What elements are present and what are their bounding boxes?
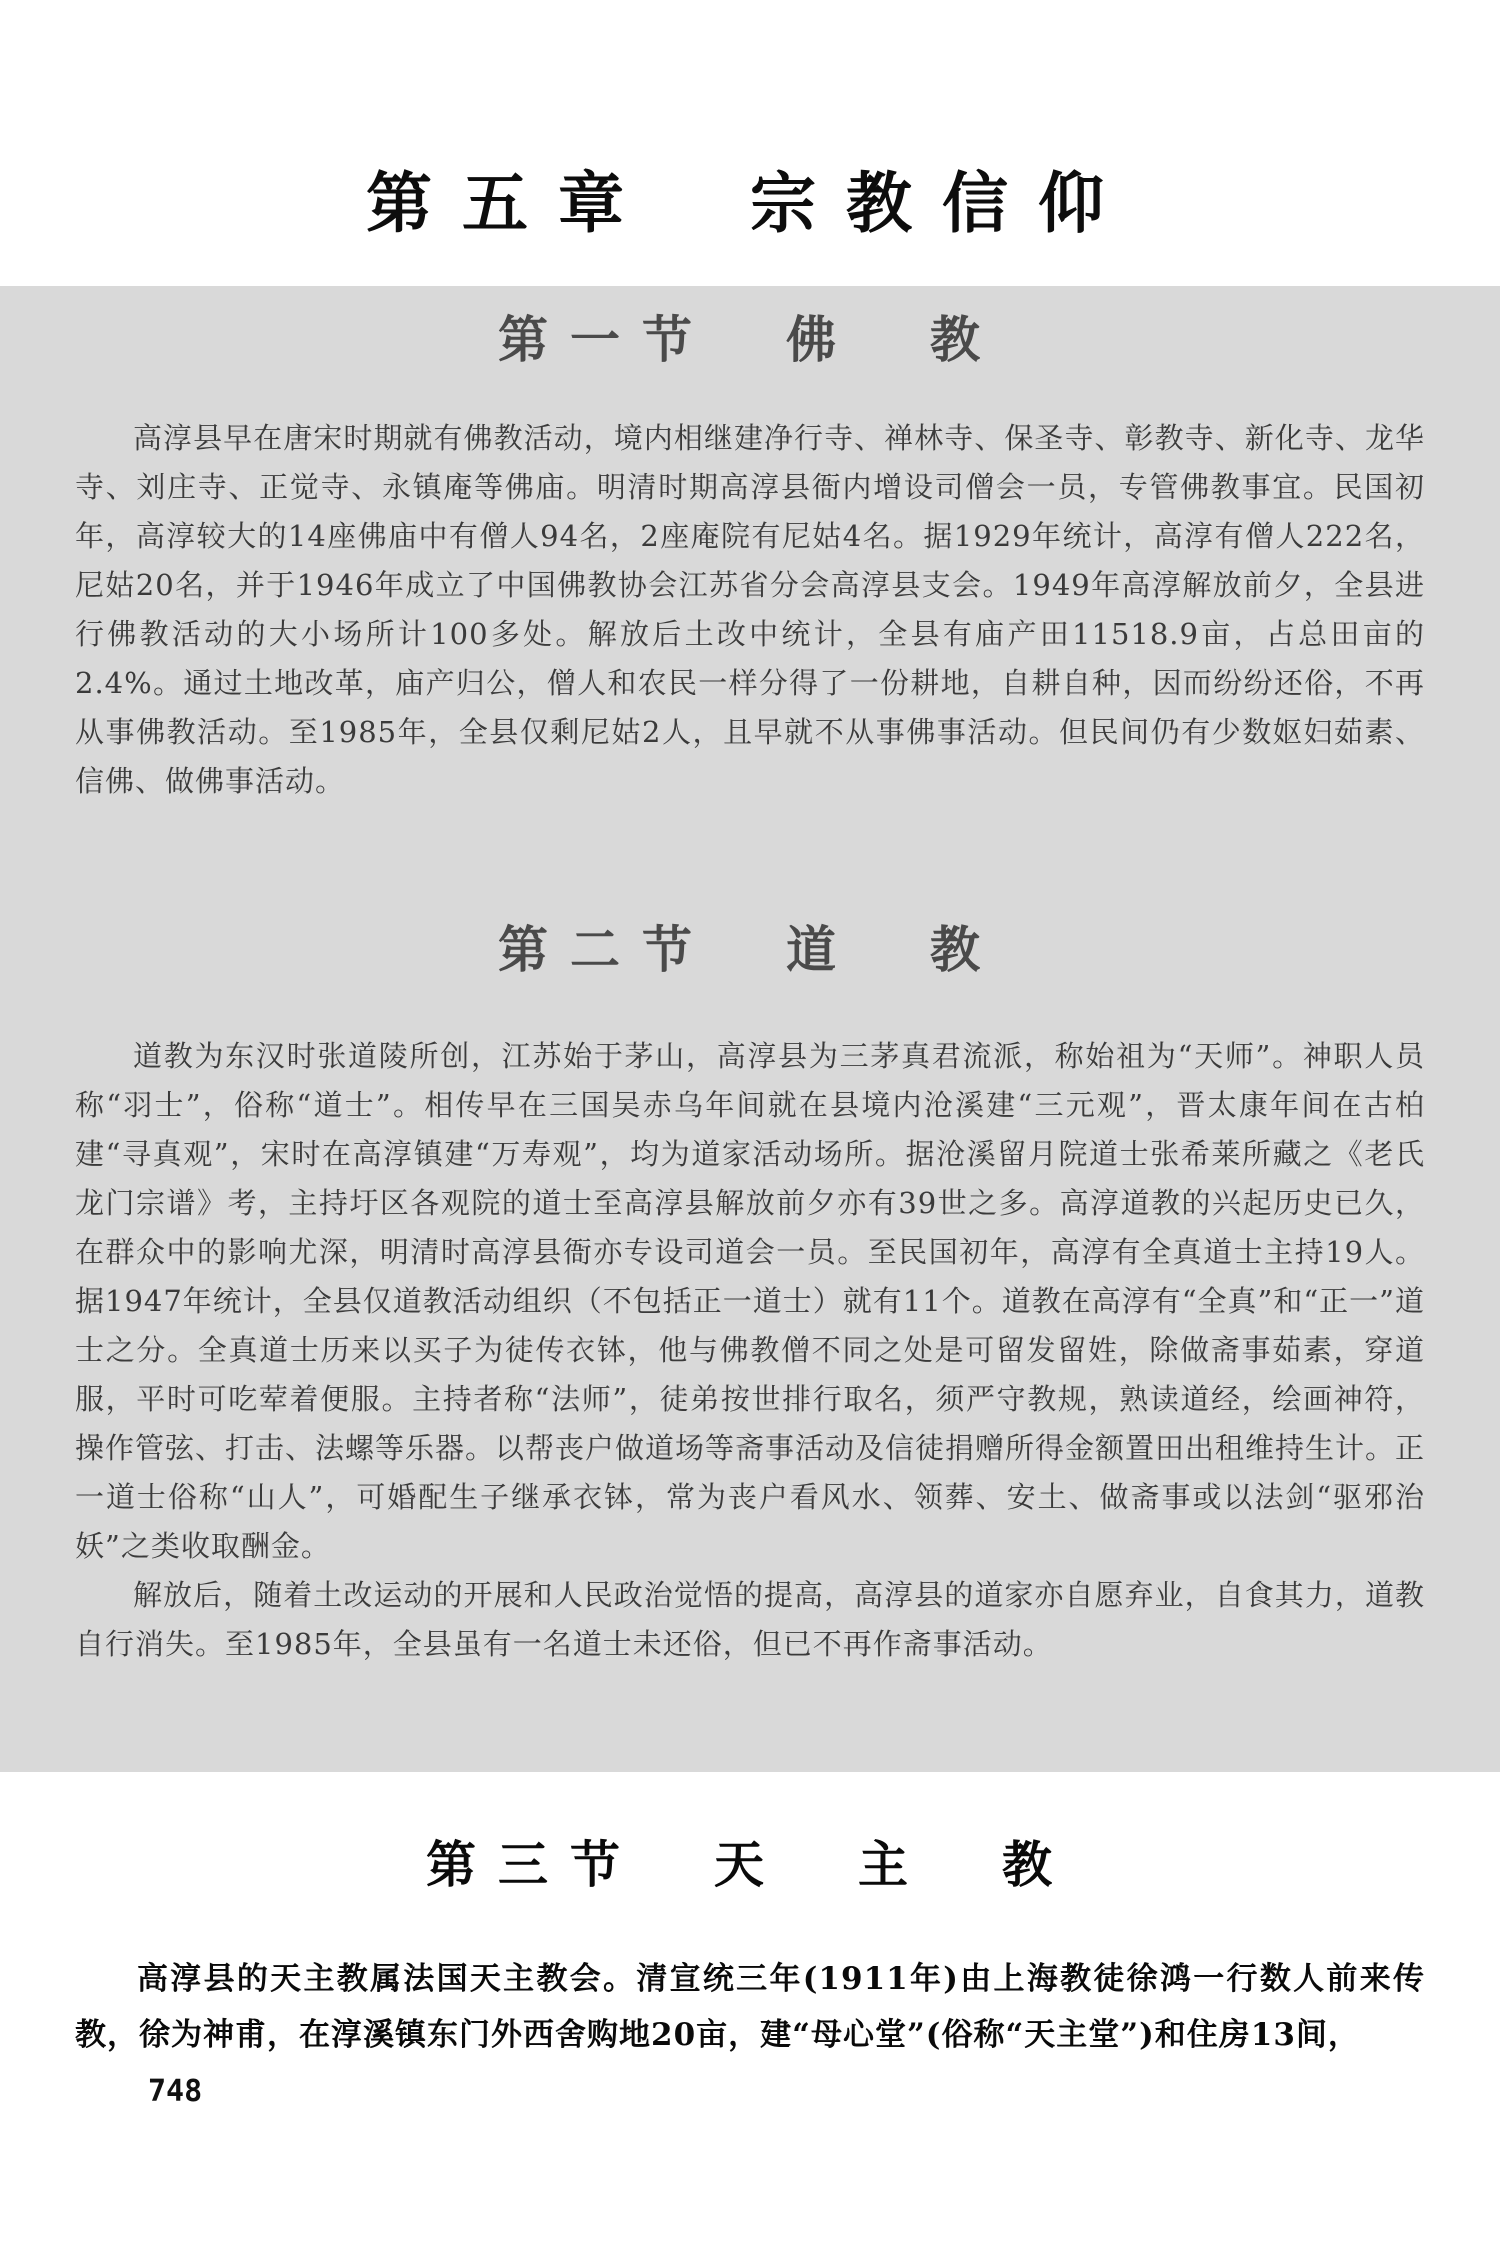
paragraph: 道教为东汉时张道陵所创，江苏始于茅山，高淳县为三茅真君流派，称始祖为“天师”。神职人员称“羽士”，俗称“道士”。相传早在三国吴赤乌年间就在县境内沧溪建“三元观”，晋太康年间在古柏建“寻真观”，宋时在高淳镇建“万寿观”，均为道家活动场所。据沧溪留月院道士张希莱所藏之《老氏龙门宗谱》考，主持圩区各观院的道士至高淳县解放前夕亦有39世之多。高淳道教的兴起历史已久，在群众中的影响尤深，明清时高淳县衙亦专设司道会一员。至民国初年，高淳有全真道士主持19人。据1947年统计，全县仅道教活动组织（不包括正一道士）就有11个。道教在高淳有“全真”和“正一”道士之分。全真道士历来以买子为徒传衣钵，他与佛教僧不同之处是可留发留姓，除做斋事茹素，穿道服，平时可吃荤着便服。主持者称“法师”，徒弟按世排行取名，须严守教规，熟读道经，绘画神符，操作管弦、打击、法螺等乐器。以帮丧户做道场等斋事活动及信徒捐赠所得金额置田出租维持生计。正一道士俗称“山人”，可婚配生子继承衣钵，常为丧户看风水、领葬、安土、做斋事或以法剑“驱邪治妖”之类收取酬金。 (75, 1039, 1426, 1563)
section-title: 第二节 道 教 (498, 920, 1002, 979)
section-title: 第三节 天 主 教 (426, 1835, 1074, 1894)
paragraph: 高淳县的天主教属法国天主教会。清宣统三年(1911年)由上海教徒徐鸿一行数人前来传教，徐为神甫，在淳溪镇东门外西舍购地20亩，建“母心堂”(俗称“天主堂”)和住房13间， (75, 1961, 1425, 2053)
section-catholicism (75, 1825, 1425, 2063)
section-taoism (75, 910, 1425, 1669)
section-title: 第一节 佛 教 (498, 310, 1002, 369)
page-number: 748 (148, 2074, 203, 2109)
chapter-title: 第五章 宗教信仰 (366, 164, 1134, 242)
paragraph: 解放后，随着土改运动的开展和人民政治觉悟的提高，高淳县的道家亦自愿弃业，自食其力，道教自行消失。至1985年，全县虽有一名道士未还俗，但已不再作斋事活动。 (75, 1578, 1425, 1661)
paragraph: 高淳县早在唐宋时期就有佛教活动，境内相继建净行寺、禅林寺、保圣寺、彰教寺、新化寺、龙华寺、刘庄寺、正觉寺、永镇庵等佛庙。明清时期高淳县衙内增设司僧会一员，专管佛教事宜。民国初年，高淳较大的14座佛庙中有僧人94名，2座庵院有尼姑4名。据1929年统计，高淳有僧人222名，尼姑20名，并于1946年成立了中国佛教协会江苏省分会高淳县支会。1949年高淳解放前夕，全县进行佛教活动的大小场所计100多处。解放后土改中统计，全县有庙产田11518.9亩，占总田亩的2.4%。通过土地改革，庙产归公，僧人和农民一样分得了一份耕地，自耕自种，因而纷纷还俗，不再从事佛教活动。至1985年，全县仅剩尼姑2人，且早就不从事佛事活动。但民间仍有少数妪妇茹素、信佛、做佛事活动。 (75, 421, 1425, 798)
section-buddhism (75, 300, 1425, 806)
